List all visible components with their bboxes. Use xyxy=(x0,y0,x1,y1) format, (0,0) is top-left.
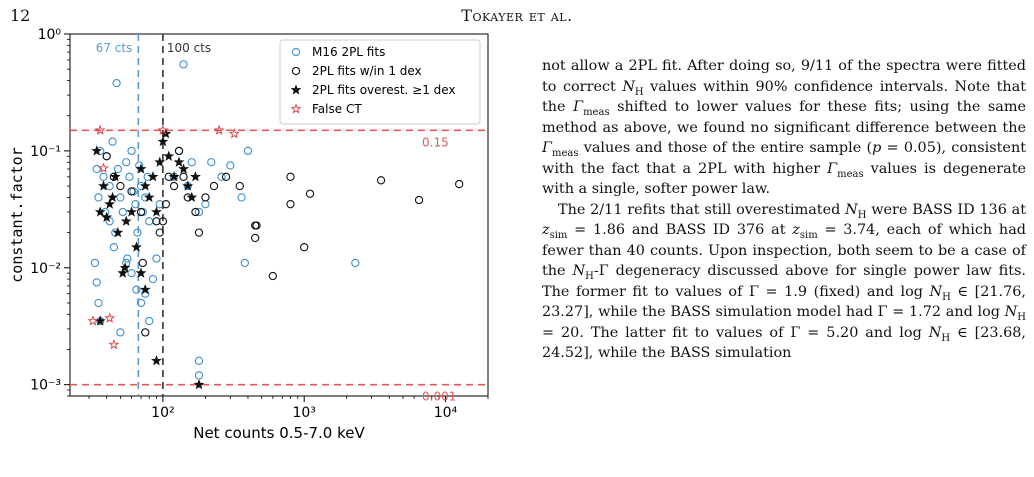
subscript: H xyxy=(941,332,951,344)
text-run: values within 90% confidence intervals. Note that the xyxy=(542,78,1027,115)
m16-point xyxy=(91,259,98,266)
within-dex-point xyxy=(139,259,146,266)
within-dex-point xyxy=(180,173,187,180)
within-dex-point xyxy=(195,229,202,236)
text-run: ∈ [23.68, 24.52], while the BASS simulation xyxy=(542,324,1026,361)
math-symbol: Γ xyxy=(827,160,838,177)
subscript: H xyxy=(1017,311,1026,323)
m16-point xyxy=(241,259,248,266)
within-dex-point xyxy=(175,147,182,154)
m16-point xyxy=(95,299,102,306)
overestimate-point xyxy=(179,165,187,173)
overestimate-point xyxy=(159,137,167,145)
subscript: sim xyxy=(549,229,568,241)
h-reference-label: 0.15 xyxy=(422,135,449,150)
m16-point xyxy=(100,173,107,180)
math-symbol: N xyxy=(929,283,943,300)
text-run: shifted to lower values for these fits; using the same method as above, we found no significant difference between the xyxy=(542,99,1026,136)
false-ct-point xyxy=(110,340,118,348)
legend-label: False CT xyxy=(312,102,362,116)
overestimate-point xyxy=(175,158,183,166)
body-paragraph xyxy=(542,200,1026,364)
subscript: meas xyxy=(552,147,579,159)
subscript: H xyxy=(942,291,951,303)
y-tick-label: 10⁰ xyxy=(37,27,61,43)
within-dex-point xyxy=(377,177,384,184)
running-head: Tokayer et al. xyxy=(461,6,573,25)
m16-point xyxy=(195,357,202,364)
m16-point xyxy=(128,270,135,277)
text-run: values is degenerate with a single, softer power law. xyxy=(542,160,1026,197)
within-dex-point xyxy=(222,173,229,180)
text-run: -Γ degeneracy discussed above for single power law fits. The former fit to values of Γ = 1.9 (fixed) and log xyxy=(542,263,1026,300)
math-symbol: N xyxy=(622,78,635,95)
math-symbol: N xyxy=(572,263,586,279)
v-reference-label: 100 cts xyxy=(166,41,212,55)
overestimate-point xyxy=(195,380,203,388)
h-reference-label: 0.001 xyxy=(422,389,457,404)
m16-point xyxy=(126,173,133,180)
math-symbol: N xyxy=(928,324,942,341)
legend-label: 2PL fits w/in 1 dex xyxy=(312,64,422,78)
within-dex-point xyxy=(456,180,463,187)
m16-point xyxy=(117,194,124,201)
math-symbol: N xyxy=(845,201,858,218)
m16-point xyxy=(93,279,100,286)
m16-point xyxy=(188,159,195,166)
m16-point xyxy=(110,244,117,251)
false-ct-point xyxy=(89,317,97,325)
math-symbol: Γ xyxy=(573,99,584,115)
m16-point xyxy=(119,208,126,215)
within-dex-point xyxy=(236,182,243,189)
x-tick-label: 10² xyxy=(151,405,175,421)
m16-point xyxy=(149,276,156,283)
overestimate-point xyxy=(152,356,160,364)
within-dex-point xyxy=(252,234,259,241)
body-paragraph xyxy=(542,56,1026,200)
within-dex-point xyxy=(170,182,177,189)
m16-point xyxy=(202,201,209,208)
within-dex-point xyxy=(142,329,149,336)
within-dex-point xyxy=(287,201,294,208)
m16-point xyxy=(95,194,102,201)
m16-point xyxy=(352,259,359,266)
within-dex-point xyxy=(287,173,294,180)
m16-point xyxy=(134,229,141,236)
math-symbol: Γ xyxy=(542,140,552,156)
m16-point xyxy=(123,159,130,166)
y-tick-label: 10⁻³ xyxy=(30,377,61,394)
overestimate-point xyxy=(152,208,160,216)
text-run: = 20. The latter fit to values of Γ = 5.20 and log xyxy=(542,324,929,341)
text-run: The 2/11 refits that still overestimated xyxy=(558,201,846,218)
text-run: values and those of the entire sample ( xyxy=(578,140,873,156)
m16-point xyxy=(244,147,251,154)
text-run: = 3.74, each of which had fewer than 40 counts. Upon inspection, both seem to be a case of the xyxy=(542,222,1026,279)
m16-point xyxy=(106,182,113,189)
overestimate-point xyxy=(132,243,140,251)
overestimate-point xyxy=(122,217,130,225)
y-tick-label: 10⁻¹ xyxy=(30,143,61,160)
m16-point xyxy=(124,255,131,262)
y-axis-label: constant.factor xyxy=(8,147,26,283)
body-text xyxy=(542,56,1026,364)
subscript: H xyxy=(634,86,644,98)
v-reference-label: 67 cts xyxy=(95,41,133,55)
text-run: not allow a 2PL fit. After doing so, 9/11 of the spectra were fitted to correct xyxy=(542,58,1026,95)
m16-point xyxy=(227,162,234,169)
math-symbol: N xyxy=(1004,304,1018,320)
within-dex-point xyxy=(210,182,217,189)
false-ct-point xyxy=(105,314,113,322)
text-run: were BASS ID 136 at xyxy=(866,201,1026,218)
y-tick-label: 10⁻² xyxy=(30,260,61,277)
overestimate-point xyxy=(165,152,173,160)
within-dex-point xyxy=(269,272,276,279)
subscript: H xyxy=(857,209,867,221)
within-dex-point xyxy=(301,244,308,251)
m16-point xyxy=(117,329,124,336)
text-run: = 1.86 and BASS ID 376 at xyxy=(567,222,793,238)
page-number: 12 xyxy=(10,6,31,25)
text-run: = 0.05), consistent with the fact that a 2PL with higher xyxy=(542,140,1026,177)
m16-point xyxy=(238,194,245,201)
false-ct-point xyxy=(99,164,107,172)
math-symbol: z xyxy=(542,222,550,238)
text-run: ∈ [21.76, 23.27], while the BASS simulation model had Γ = 1.72 and log xyxy=(542,283,1027,320)
subscript: sim xyxy=(799,229,818,241)
x-tick-label: 10⁴ xyxy=(433,405,458,421)
within-dex-point xyxy=(117,182,124,189)
m16-point xyxy=(146,218,153,225)
math-symbol: p xyxy=(872,140,882,156)
m16-point xyxy=(208,159,215,166)
m16-point xyxy=(113,80,120,87)
within-dex-point xyxy=(306,190,313,197)
x-tick-label: 10³ xyxy=(292,405,316,421)
legend-label: 2PL fits overest. ≥1 dex xyxy=(312,83,456,97)
subscript: meas xyxy=(583,106,610,118)
within-dex-point xyxy=(103,153,110,160)
math-symbol: z xyxy=(792,222,800,238)
x-axis-label: Net counts 0.5-7.0 keV xyxy=(193,424,365,442)
m16-point xyxy=(109,138,116,145)
overestimate-point xyxy=(191,172,199,180)
within-dex-point xyxy=(415,196,422,203)
subscript: H xyxy=(585,270,594,282)
overestimate-point xyxy=(127,208,135,216)
m16-point xyxy=(153,255,160,262)
m16-point xyxy=(128,147,135,154)
scatter-figure xyxy=(0,20,520,475)
subscript: meas xyxy=(837,168,864,180)
m16-point xyxy=(195,372,202,379)
within-dex-point xyxy=(202,194,209,201)
legend-label: M16 2PL fits xyxy=(312,45,386,59)
overestimate-point xyxy=(103,213,111,221)
m16-point xyxy=(180,61,187,68)
m16-point xyxy=(146,317,153,324)
